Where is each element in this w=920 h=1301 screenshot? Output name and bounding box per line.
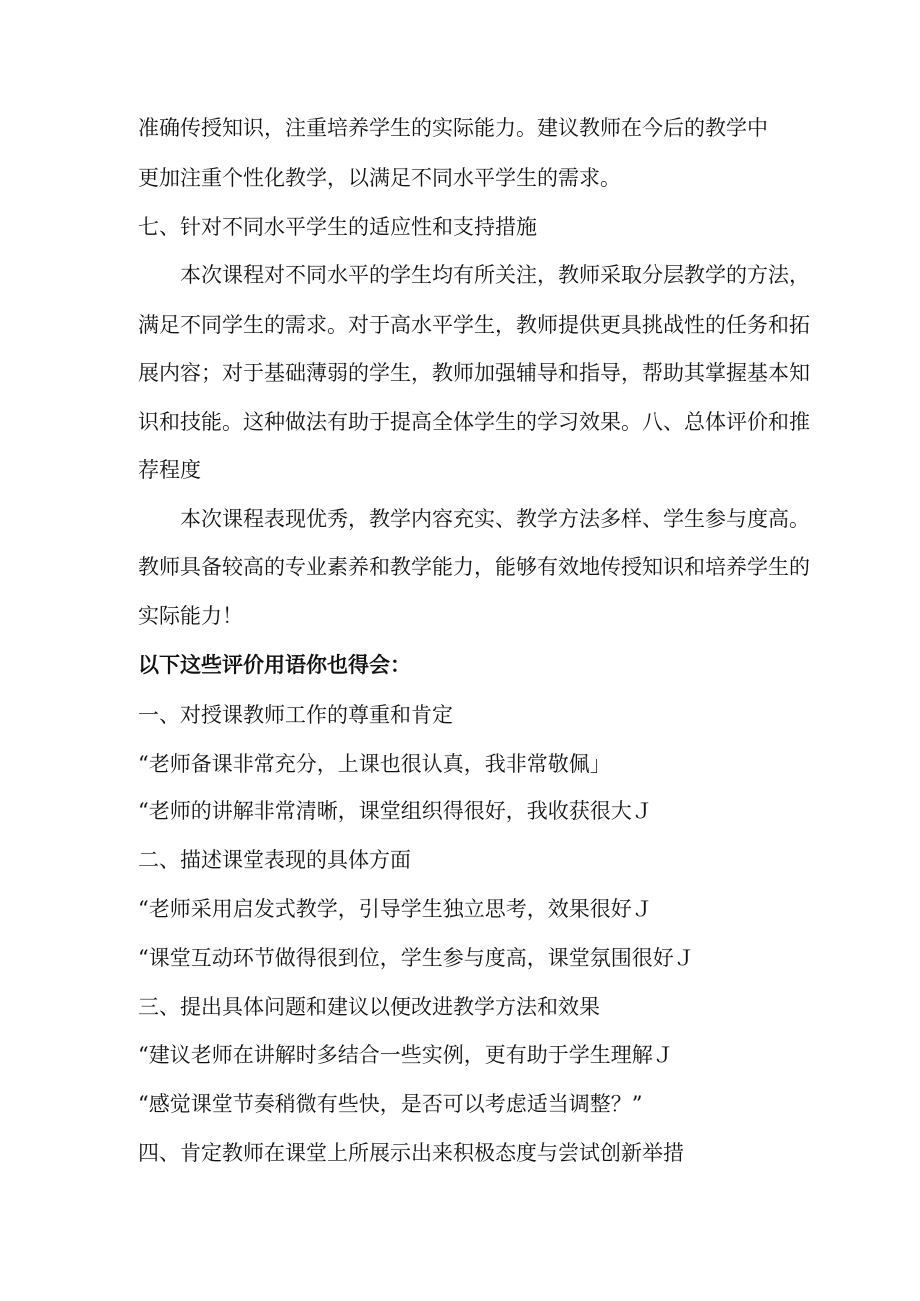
section-7-paragraph-line: 识和技能。这种做法有助于提高全体学生的学习效果。八、总体评价和推 xyxy=(138,410,810,434)
evaluation-item: “老师采用启发式教学，引导学生独立思考，效果很好Ｊ xyxy=(138,897,653,921)
section-8-heading-continued: 荐程度 xyxy=(138,458,201,482)
evaluation-item: 一、对授课教师工作的尊重和肯定 xyxy=(138,703,453,727)
intro-line-1: 准确传授知识，注重培养学生的实际能力。建议教师在今后的教学中 xyxy=(138,116,768,140)
section-7-paragraph-line: 展内容；对于基础薄弱的学生，教师加强辅导和指导，帮助其掌握基本知 xyxy=(138,361,810,385)
evaluation-item: 二、描述课堂表现的具体方面 xyxy=(138,848,411,872)
evaluation-item: “课堂互动环节做得很到位，学生参与度高，课堂氛围很好Ｊ xyxy=(138,946,695,970)
evaluation-item: “建议老师在讲解时多结合一些实例，更有助于学生理解Ｊ xyxy=(138,1043,674,1067)
section-7-heading: 七、针对不同水平学生的适应性和支持措施 xyxy=(138,215,537,239)
evaluation-phrases-heading: 以下这些评价用语你也得会： xyxy=(138,653,411,677)
section-7-paragraph-line: 本次课程对不同水平的学生均有所关注，教师采取分层教学的方法， xyxy=(180,263,810,287)
section-8-paragraph-line: 教师具备较高的专业素养和教学能力，能够有效地传授知识和培养学生的 xyxy=(138,555,810,579)
evaluation-item: 三、提出具体问题和建议以便改进教学方法和效果 xyxy=(138,995,600,1019)
evaluation-item: “感觉课堂节奏稍微有些快，是否可以考虑适当调整？” xyxy=(138,1092,643,1116)
intro-line-2: 更加注重个性化教学，以满足不同水平学生的需求。 xyxy=(138,166,621,190)
evaluation-item: “老师备课非常充分，上课也很认真，我非常敬佩」 xyxy=(138,752,611,776)
section-7-paragraph-line: 满足不同学生的需求。对于高水平学生，教师提供更具挑战性的任务和拓 xyxy=(138,313,810,337)
evaluation-item: 四、肯定教师在课堂上所展示出来积极态度与尝试创新举措 xyxy=(138,1141,684,1165)
evaluation-item: “老师的讲解非常清晰，课堂组织得很好，我收获很大Ｊ xyxy=(138,799,653,823)
section-8-paragraph-line: 本次课程表现优秀，教学内容充实、教学方法多样、学生参与度高。 xyxy=(180,507,810,531)
section-8-paragraph-line: 实际能力！ xyxy=(138,604,243,628)
